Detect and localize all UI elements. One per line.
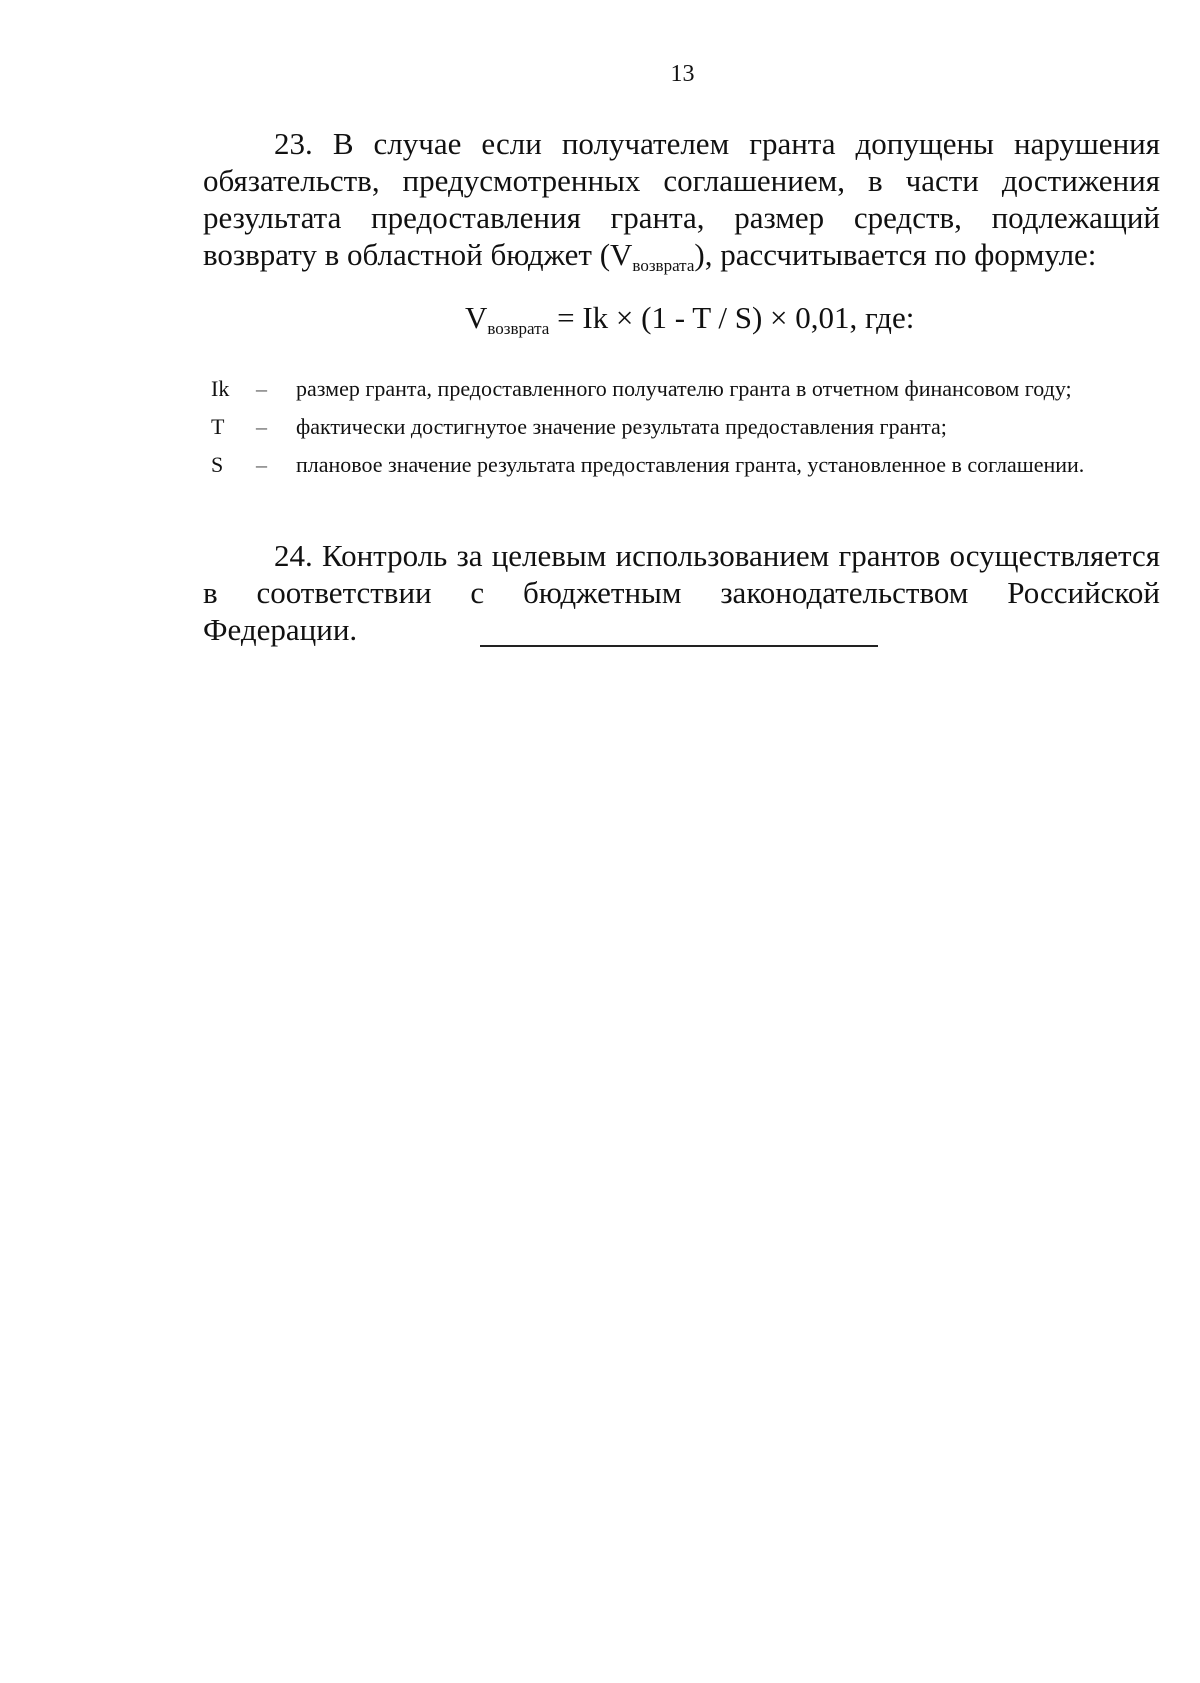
definition-symbol: Ik <box>211 376 230 401</box>
paragraph-23-number: 23. <box>274 126 313 161</box>
end-separator-line <box>480 645 878 647</box>
paragraph-23-text: В случае если получателем гранта допущены нарушения обязательств, предусмотренных соглашением, в части достижения результата предоставления гранта, размер средств, подлежащий возврату в областной бюджет (V <box>203 126 1161 272</box>
definition-symbol: T <box>211 414 225 439</box>
definition-dash: – <box>256 452 267 477</box>
definition-dash: – <box>256 376 267 401</box>
paragraph-23-text-after: ), рассчитывается по формуле: <box>694 237 1097 272</box>
paragraph-24 <box>203 537 1160 648</box>
definition-row <box>211 377 1111 401</box>
formula-lhs-subscript: возврата <box>487 319 550 338</box>
definition-text: плановое значение результата предоставления гранта, установленное в соглашении. <box>296 452 1085 477</box>
definition-symbol: S <box>211 452 224 477</box>
paragraph-24-number: 24. <box>274 538 313 573</box>
paragraph-23-subscript: возврата <box>632 256 695 275</box>
return-formula <box>465 299 914 336</box>
definition-text: размер гранта, предоставленного получателю гранта в отчетном финансовом году; <box>296 376 1072 401</box>
page-number: 13 <box>670 61 695 87</box>
paragraph-23 <box>203 125 1160 273</box>
formula-definitions <box>211 377 1111 491</box>
paragraph-24-text: Контроль за целевым использованием грантов осуществляется в соответствии с бюджетным законодательством Российской Федерации. <box>203 538 1161 647</box>
definition-row <box>211 415 1111 439</box>
formula-lhs: V <box>465 300 488 335</box>
definition-row <box>211 453 1111 477</box>
formula-rhs: = Ik × (1 - T / S) × 0,01, где: <box>549 300 915 335</box>
definition-text: фактически достигнутое значение результата предоставления гранта; <box>296 414 947 439</box>
definition-dash: – <box>256 414 267 439</box>
